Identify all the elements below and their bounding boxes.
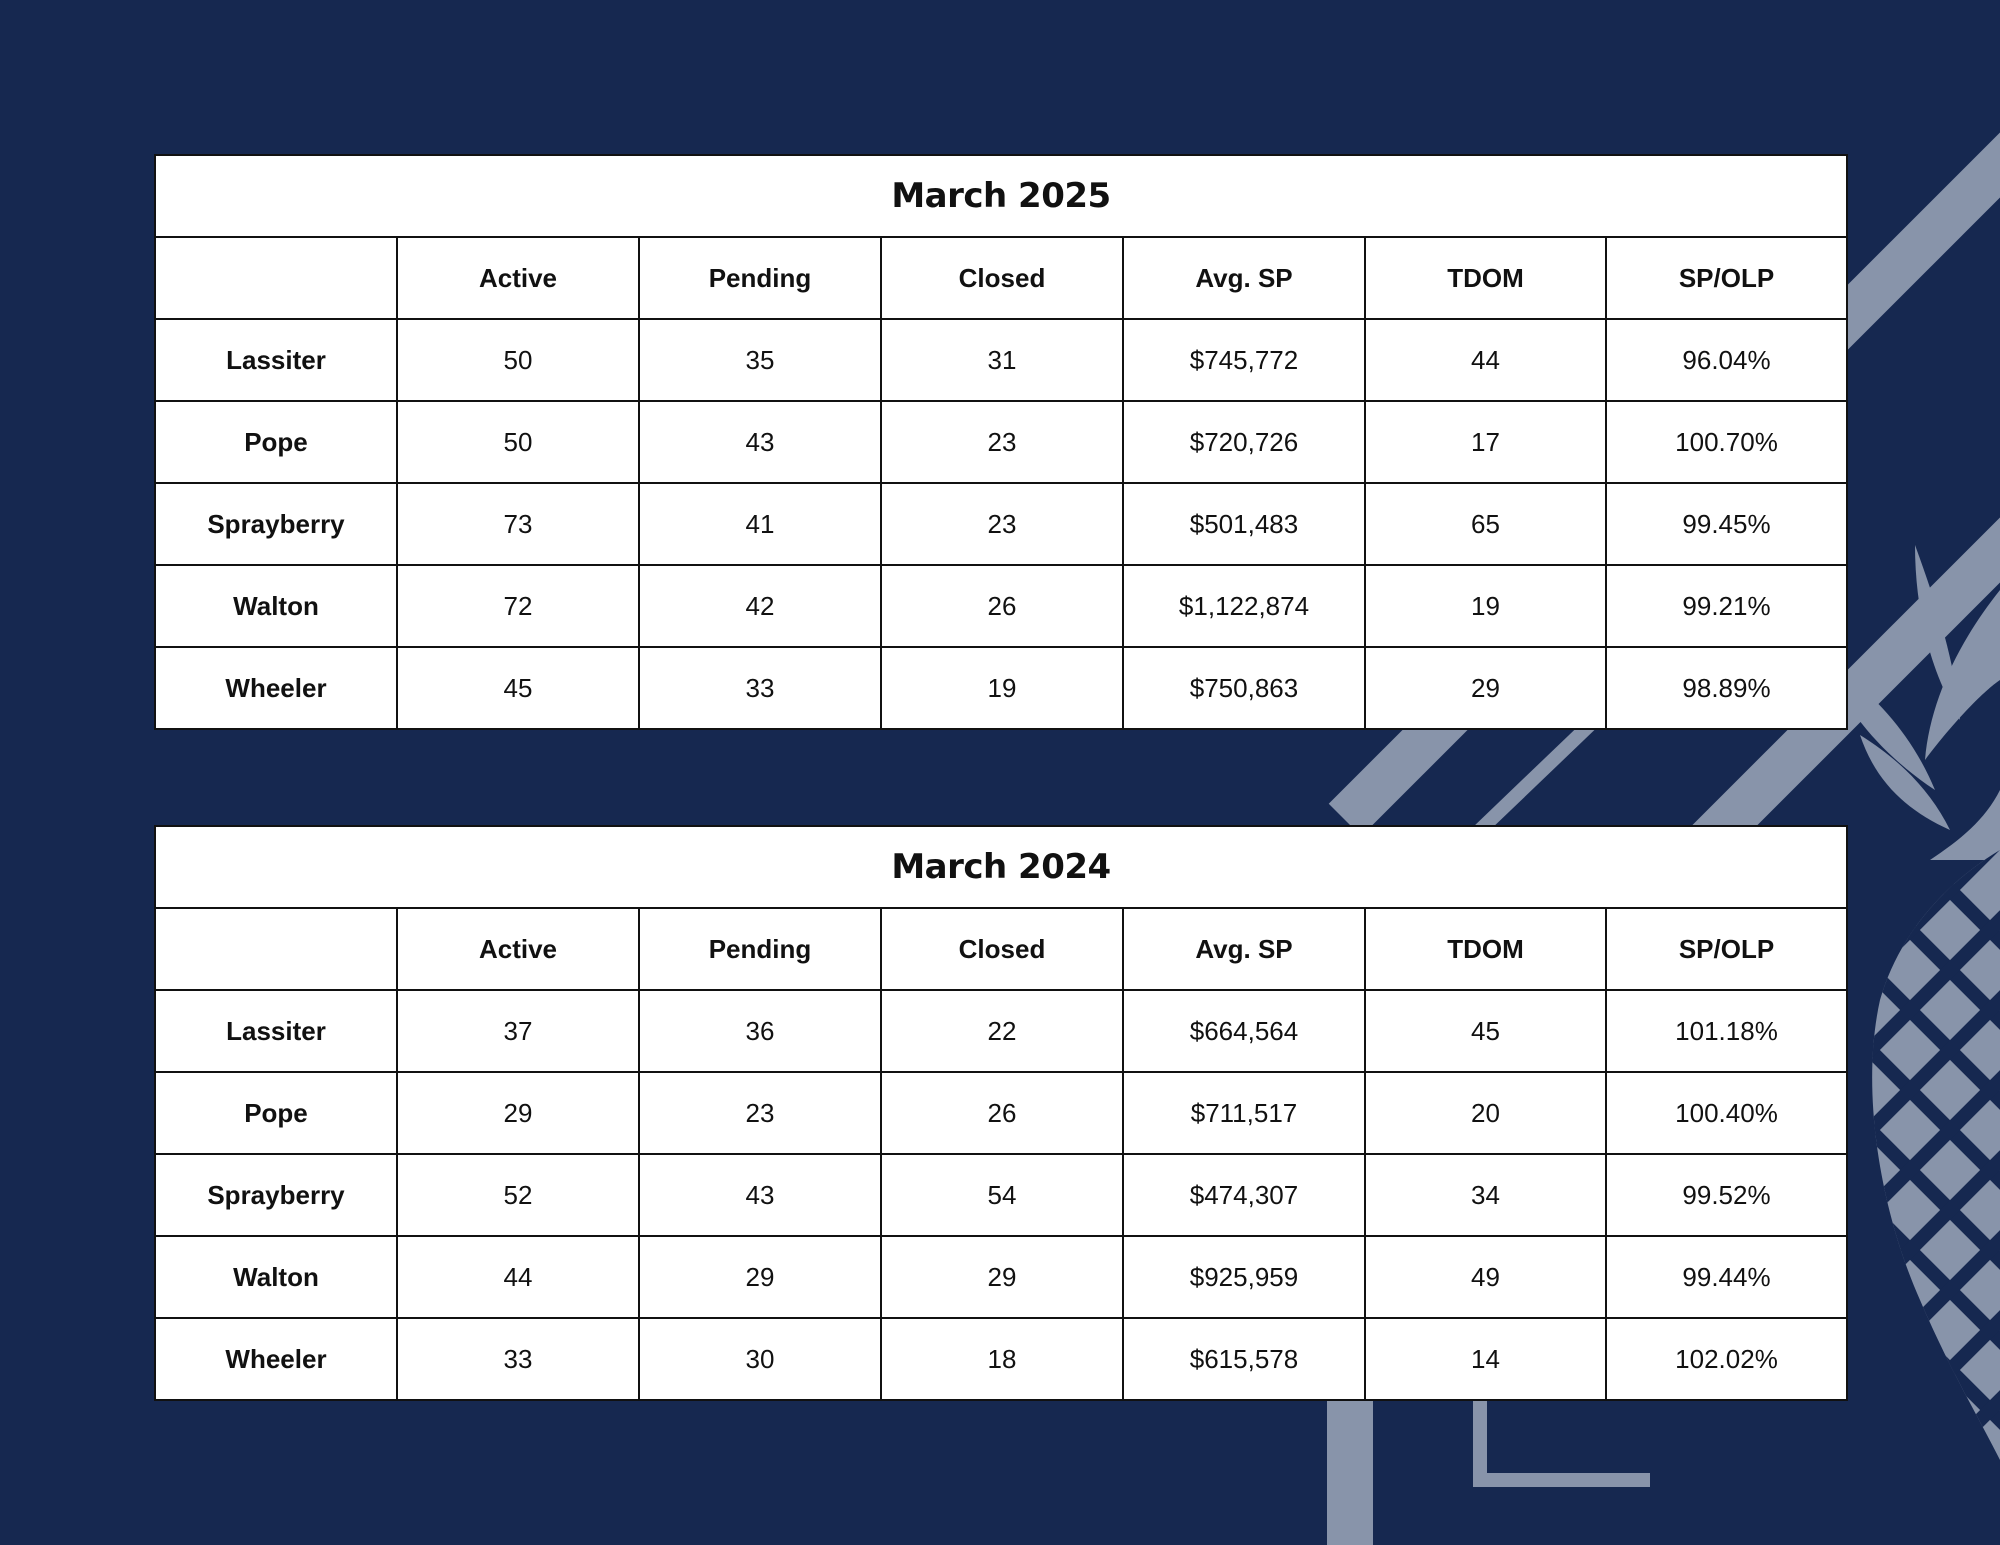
pending-cell: 23	[639, 1072, 881, 1154]
active-cell: 33	[397, 1318, 639, 1400]
school-name: Sprayberry	[155, 483, 397, 565]
pending-cell: 36	[639, 990, 881, 1072]
active-cell: 37	[397, 990, 639, 1072]
tdom-cell: 14	[1365, 1318, 1606, 1400]
tdom-cell: 19	[1365, 565, 1606, 647]
table-row	[155, 319, 1847, 401]
column-header-pending: Pending	[639, 237, 881, 319]
sp-olp-cell: 99.45%	[1606, 483, 1847, 565]
table-row	[155, 1236, 1847, 1318]
sp-olp-cell: 99.52%	[1606, 1154, 1847, 1236]
table-march-2024	[154, 825, 1848, 1401]
tdom-cell: 49	[1365, 1236, 1606, 1318]
avg-sp-cell: $750,863	[1123, 647, 1365, 729]
avg-sp-cell: $745,772	[1123, 319, 1365, 401]
sp-olp-cell: 98.89%	[1606, 647, 1847, 729]
tdom-cell: 20	[1365, 1072, 1606, 1154]
active-cell: 50	[397, 401, 639, 483]
avg-sp-cell: $615,578	[1123, 1318, 1365, 1400]
column-header-tdom: TDOM	[1365, 237, 1606, 319]
active-cell: 50	[397, 319, 639, 401]
avg-sp-cell: $501,483	[1123, 483, 1365, 565]
column-header-closed: Closed	[881, 237, 1123, 319]
sp-olp-cell: 96.04%	[1606, 319, 1847, 401]
closed-cell: 26	[881, 1072, 1123, 1154]
school-name: Walton	[155, 565, 397, 647]
sp-olp-cell: 100.70%	[1606, 401, 1847, 483]
column-header-avg-sp: Avg. SP	[1123, 908, 1365, 990]
avg-sp-cell: $711,517	[1123, 1072, 1365, 1154]
column-header-pending: Pending	[639, 908, 881, 990]
table-row	[155, 565, 1847, 647]
school-name: Lassiter	[155, 319, 397, 401]
column-header-avg-sp: Avg. SP	[1123, 237, 1365, 319]
tdom-cell: 65	[1365, 483, 1606, 565]
school-name: Wheeler	[155, 1318, 397, 1400]
avg-sp-cell: $1,122,874	[1123, 565, 1365, 647]
pending-cell: 33	[639, 647, 881, 729]
active-cell: 73	[397, 483, 639, 565]
table-row	[155, 483, 1847, 565]
pending-cell: 41	[639, 483, 881, 565]
pending-cell: 29	[639, 1236, 881, 1318]
closed-cell: 23	[881, 483, 1123, 565]
school-name: Wheeler	[155, 647, 397, 729]
avg-sp-cell: $925,959	[1123, 1236, 1365, 1318]
avg-sp-cell: $720,726	[1123, 401, 1365, 483]
school-name: Walton	[155, 1236, 397, 1318]
sp-olp-cell: 102.02%	[1606, 1318, 1847, 1400]
active-cell: 52	[397, 1154, 639, 1236]
table-row	[155, 1154, 1847, 1236]
sp-olp-cell: 99.44%	[1606, 1236, 1847, 1318]
closed-cell: 18	[881, 1318, 1123, 1400]
tdom-cell: 45	[1365, 990, 1606, 1072]
active-cell: 72	[397, 565, 639, 647]
table-row	[155, 1318, 1847, 1400]
table-row	[155, 1072, 1847, 1154]
pending-cell: 30	[639, 1318, 881, 1400]
table-title: March 2025	[155, 155, 1847, 237]
header-row	[155, 237, 1847, 319]
sp-olp-cell: 99.21%	[1606, 565, 1847, 647]
closed-cell: 31	[881, 319, 1123, 401]
avg-sp-cell: $474,307	[1123, 1154, 1365, 1236]
closed-cell: 22	[881, 990, 1123, 1072]
closed-cell: 19	[881, 647, 1123, 729]
column-header-sp-olp: SP/OLP	[1606, 908, 1847, 990]
table-row	[155, 401, 1847, 483]
column-header-closed: Closed	[881, 908, 1123, 990]
header-row	[155, 908, 1847, 990]
pending-cell: 35	[639, 319, 881, 401]
school-name: Pope	[155, 401, 397, 483]
closed-cell: 26	[881, 565, 1123, 647]
pending-cell: 43	[639, 1154, 881, 1236]
closed-cell: 54	[881, 1154, 1123, 1236]
table-title: March 2024	[155, 826, 1847, 908]
column-header-tdom: TDOM	[1365, 908, 1606, 990]
tdom-cell: 17	[1365, 401, 1606, 483]
table-row	[155, 647, 1847, 729]
school-name: Sprayberry	[155, 1154, 397, 1236]
table-march-2025	[154, 154, 1848, 730]
tdom-cell: 44	[1365, 319, 1606, 401]
tdom-cell: 29	[1365, 647, 1606, 729]
column-header-active: Active	[397, 237, 639, 319]
avg-sp-cell: $664,564	[1123, 990, 1365, 1072]
active-cell: 44	[397, 1236, 639, 1318]
column-header-blank	[155, 237, 397, 319]
school-name: Lassiter	[155, 990, 397, 1072]
active-cell: 45	[397, 647, 639, 729]
active-cell: 29	[397, 1072, 639, 1154]
tdom-cell: 34	[1365, 1154, 1606, 1236]
pending-cell: 42	[639, 565, 881, 647]
sp-olp-cell: 101.18%	[1606, 990, 1847, 1072]
sp-olp-cell: 100.40%	[1606, 1072, 1847, 1154]
column-header-sp-olp: SP/OLP	[1606, 237, 1847, 319]
school-name: Pope	[155, 1072, 397, 1154]
table-row	[155, 990, 1847, 1072]
closed-cell: 29	[881, 1236, 1123, 1318]
column-header-blank	[155, 908, 397, 990]
pending-cell: 43	[639, 401, 881, 483]
closed-cell: 23	[881, 401, 1123, 483]
column-header-active: Active	[397, 908, 639, 990]
